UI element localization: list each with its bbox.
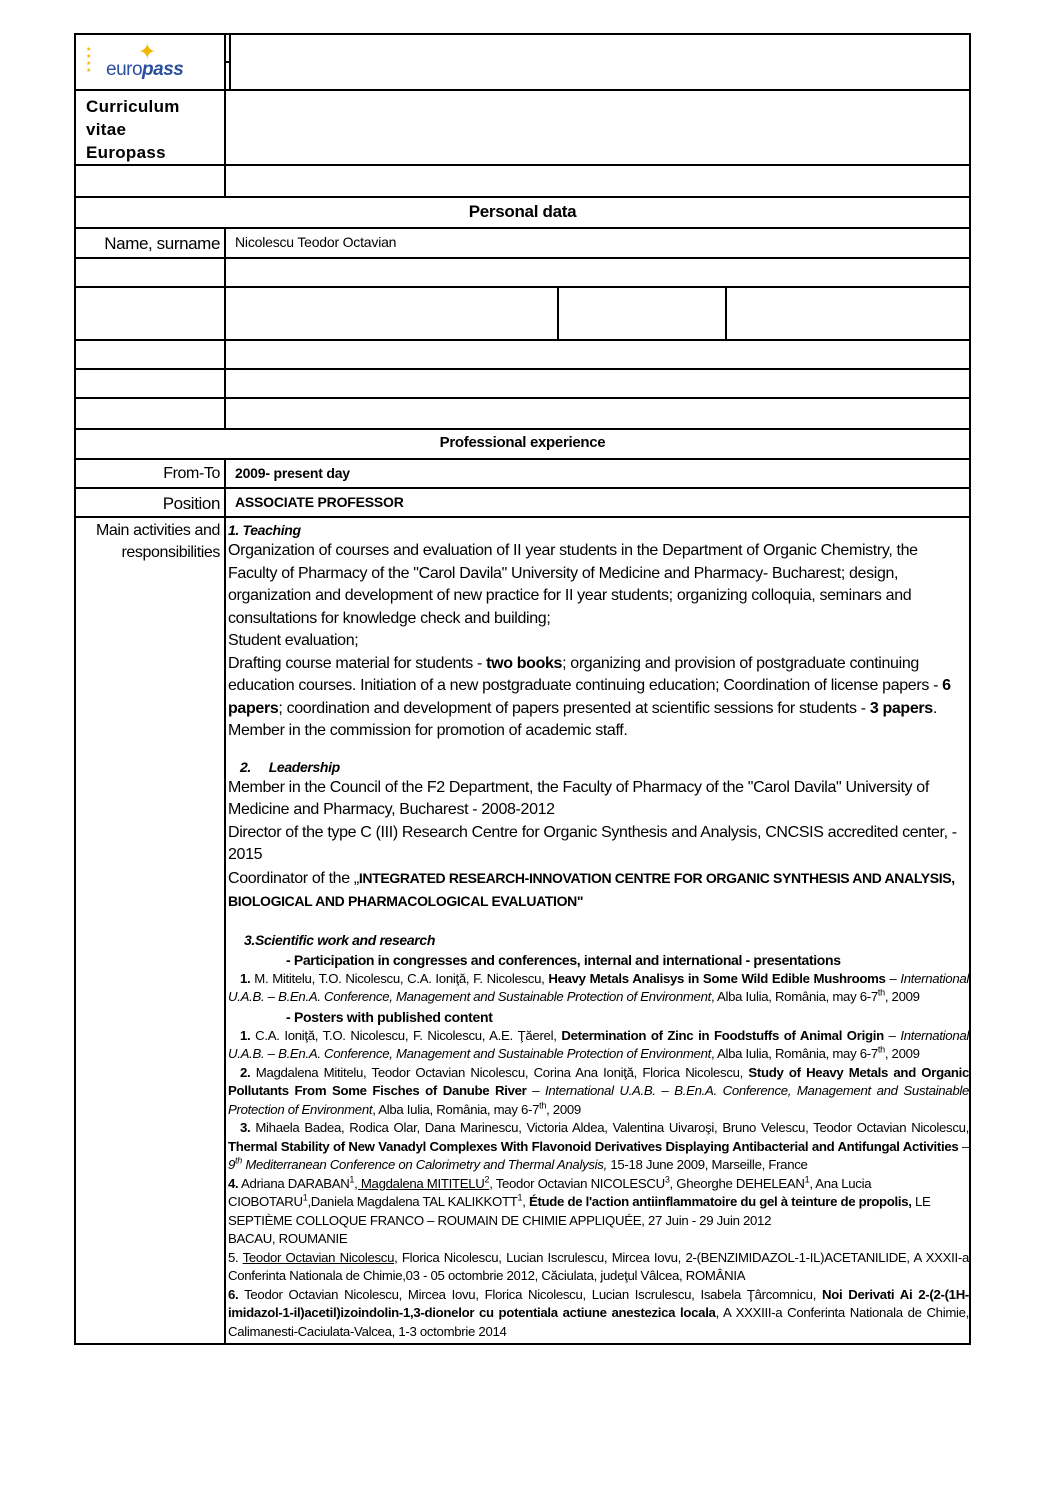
leadership-paragraph [228,867,969,914]
empty-cell [75,340,225,369]
section-header-row [75,429,970,459]
text: 1 [349,1174,355,1185]
venue: International U.A.B. – B.En.A. Conference, Management and Sustainable Protection of Environment [228,1083,970,1117]
activities-label-line: Main activities and [95,522,220,539]
empty-row [75,287,970,340]
text: , Alba Iulia, România, may 6-7 [710,1046,878,1061]
text: , Alba Iulia, România, may 6-7 [710,989,878,1004]
poster-item [228,1064,969,1120]
item-number: 5. [228,1249,239,1265]
empty-row [75,398,970,429]
text: 15-18 June 2009, Marseille, France [606,1157,808,1172]
empty-row [75,369,970,398]
authors: Teodor Octavian Nicolescu, Mircea Iovu, Florica Nicolescu, Lucian Iscrulescu, Isabela Ţârcomnicu, [238,1286,823,1302]
empty-row [75,165,970,197]
text: 1 [804,1174,810,1185]
empty-cell [225,165,970,197]
text: Leadership [268,758,340,775]
text: ,Daniela Magdalena TAL KALIKKOTT [307,1194,518,1209]
text: two books [486,654,563,672]
presentations-header: - Participation in congresses and conferences, internal and international - presentations [286,951,841,968]
activities-label-line: responsibilities [121,544,220,561]
authors: Magdalena Mititelu, Teodor Octavian Nicolescu, Corina Ana Ioniţă, Florica Nicolescu, [250,1064,749,1080]
leadership-paragraph: Member in the Council of the F2 Department, the Faculty of Pharmacy of the "Carol Davila" University of Medicine and Pharmacy, Bucharest - 2008-2012 [228,778,929,818]
poster-item [228,1119,969,1175]
presentation-item [228,970,969,1007]
empty-row [75,340,970,369]
position-label: Position [75,488,225,517]
text: th [539,1100,547,1111]
cv-title-line: Curriculum [86,97,180,116]
cv-table [74,33,971,1345]
text: 6 papers [228,677,951,717]
venue: International U.A.B. – B.En.A. Conference, Management and Sustainable Protection of Environment [228,1027,970,1061]
activities-label [75,517,225,1344]
from-to-value: 2009- present day [225,459,970,488]
venue [228,1157,607,1172]
from-to-row [75,459,970,488]
empty-cell [75,258,225,287]
logo-cell [75,34,225,90]
empty-cell [225,369,970,398]
text: LE SEPTIÈME COLLOQUE FRANCO – ROUMAIN DE CHIMIE APPLIQUÉE, 27 Juin - 29 Juin 2012 [228,1194,931,1228]
research-list [228,970,969,1342]
text: , Florica Nicolescu, Lucian Iscrulescu, Mircea Iovu, 2-(BENZIMIDAZOL-1-IL)ACETANILIDE, A XXXII-a Conferinta Nationala de Chimie,03 - 05 octombrie 2012, Căciulata, judeţul Vâlcea, ROMÂNIA [228,1249,970,1283]
text: 1 [302,1192,308,1203]
leadership-title [228,757,969,777]
professional-experience-header: Professional experience [75,429,970,459]
cv-title [75,90,225,165]
text: , 2009 [884,989,920,1004]
text: INTEGRATED RESEARCH-INNOVATION CENTRE FOR ORGANIC SYNTHESIS AND ANALYSIS, BIOLOGICAL AND PHARMACOLOGICAL EVALUATION" [228,869,955,909]
activities-content [225,517,970,1344]
text: ; organizing and provision of postgraduate continuing education courses. Initiation of a new postgraduate continuing education; Coordination of license papers - [228,654,943,694]
text: BACAU, ROUMANIE [228,1231,348,1246]
activities-row [75,517,970,1344]
leadership-paragraph: Director of the type C (III) Research Centre for Organic Synthesis and Analysis, CNCSIS accredited center, - 2015 [228,823,957,863]
name-value: Nicolescu Teodor Octavian [225,228,970,258]
text: , 2009 [884,1046,920,1061]
text: Mediterranean Conference on Calorimetry and Thermal Analysis, [241,1157,607,1172]
item-number: 2. [240,1064,251,1080]
cv-title-line: vitae [86,120,127,139]
divider [226,61,231,63]
europass-star-figure-icon: ✦ [138,39,157,64]
text: , Ana Lucia CIOBOTARU [228,1175,872,1209]
europass-logo [86,41,206,85]
item-number: 3. [240,1120,251,1135]
logo-right-cell [225,34,970,90]
author-underlined: Teodor Octavian Nicolescu [242,1249,395,1265]
empty-cell [225,287,558,340]
item-number: 1. [240,970,251,986]
empty-cell [75,369,225,398]
empty-cell [726,287,970,340]
text: ; coordination and development of papers presented at scientific sessions for students - [278,699,870,717]
research-title: 3.Scientific work and research [244,931,436,948]
empty-cell [225,340,970,369]
empty-cell [225,398,970,429]
from-to-label: From-To [75,459,225,488]
teaching-paragraph [228,653,969,721]
poster-item [228,1027,969,1064]
poster-item [228,1286,969,1342]
cv-title-row [75,90,970,165]
teaching-title: 1. Teaching [228,522,301,538]
cv-title-line: Europass [86,143,166,162]
teaching-paragraph: Member in the commission for promotion of academic staff. [228,722,628,739]
teaching-paragraph: Organization of courses and evaluation of II year students in the Department of Organic Chemistry, the Faculty of Pharmacy of the "Carol Davila" University of Medicine and Pharmacy- Bucharest; design, organization and development of new practice for II year students; organizing colloquia, seminars and consultations for knowledge check and building; [228,542,918,627]
title: Thermal Stability of New Vanadyl Complexes With Flavonoid Derivatives Displaying Antibacterial and Antifungal Activities [228,1138,959,1154]
item-number: 4. [228,1175,239,1191]
empty-cell [75,165,225,197]
text: , Gheorghe DEHELEAN [669,1175,805,1191]
empty-cell [75,287,225,340]
name-row [75,228,970,258]
text: 9 [228,1157,236,1172]
name-label: Name, surname [75,228,225,258]
empty-cell [75,398,225,429]
text: 3 [664,1174,670,1185]
position-value: ASSOCIATE PROFESSOR [225,488,970,517]
text: , Alba Iulia, România, may 6-7 [372,1101,540,1117]
text: 3 papers [869,699,933,717]
authors: Mihaela Badea, Rodica Olar, Dana Marinescu, Victoria Aldea, Valentina Uivaroşi, Bruno Velescu, Teodor Octavian Nicolescu, [250,1120,970,1135]
empty-row [75,258,970,287]
eu-stars-icon: ★ ★ ★ ★ [86,47,92,74]
posters-header: - Posters with published content [286,1008,493,1025]
author-underlined: , Magdalena MITITELU$^2$ [354,1174,490,1191]
logo-row [75,34,970,90]
position-row [75,488,970,517]
text: . [932,699,937,717]
text: , A XXXIII-a Conferinta Nationala de Chimie, Calimanesti-Caciulata-Valcea, 1-3 octombrie 2014 [228,1305,970,1339]
text: Adriana DARABAN [238,1175,350,1191]
text: – [958,1138,970,1154]
item-number: 6. [228,1286,239,1302]
empty-cell [558,287,726,340]
text: Drafting course material for students - [228,654,487,672]
text: Coordinator of the „ [228,869,359,887]
title: Noi Derivati Ai 2-(2-(1H-imidazol-1-il)acetil)izoindolin-1,3-dionelor cu potentiala actiune anestezica locala [228,1286,970,1320]
title: Heavy Metals Analisys in Some Wild Edible Mushrooms [548,970,886,986]
logo-text: europass [106,59,184,80]
section-header-row [75,197,970,228]
title: Study of Heavy Metals and Organic Pollutants From Some Fisches of Danube River [228,1064,970,1098]
text: , 2009 [546,1101,581,1117]
authors: M. Mititelu, T.O. Nicolescu, C.A. Ioniţă, F. Nicolescu, [250,970,549,986]
item-number: 1. [240,1027,251,1043]
text: th [877,987,885,998]
personal-data-header: Personal data [75,197,970,228]
text: 2 [484,1174,490,1185]
empty-cell [225,90,970,165]
text: – [883,1027,901,1043]
text: , Teodor Octavian NICOLESCU [489,1175,665,1191]
empty-cell [225,258,970,287]
text: th [877,1044,885,1055]
teaching-paragraph: Student evaluation; [228,632,359,649]
title: Étude de l'action antiinflammatoire du gel à teinture de propolis, [528,1194,912,1209]
cv-document [74,33,969,1345]
poster-item [228,1249,969,1286]
text: 1 [517,1192,523,1203]
text: 2. [240,758,251,775]
text: – [526,1083,546,1098]
title: Determination of Zinc in Foodstuffs of Animal Origin [561,1027,884,1043]
venue: International U.A.B. – B.En.A. Conference, Management and Sustainable Protection of Environment [228,970,970,1004]
poster-item [228,1175,969,1249]
text: , [522,1194,529,1209]
text: – [885,970,901,986]
text: Magdalena MITITELU [360,1175,485,1191]
text: th [235,1155,242,1166]
authors: C.A. Ioniţă, T.O. Nicolescu, F. Nicolescu, A.E. Ţăerel, [250,1027,562,1043]
